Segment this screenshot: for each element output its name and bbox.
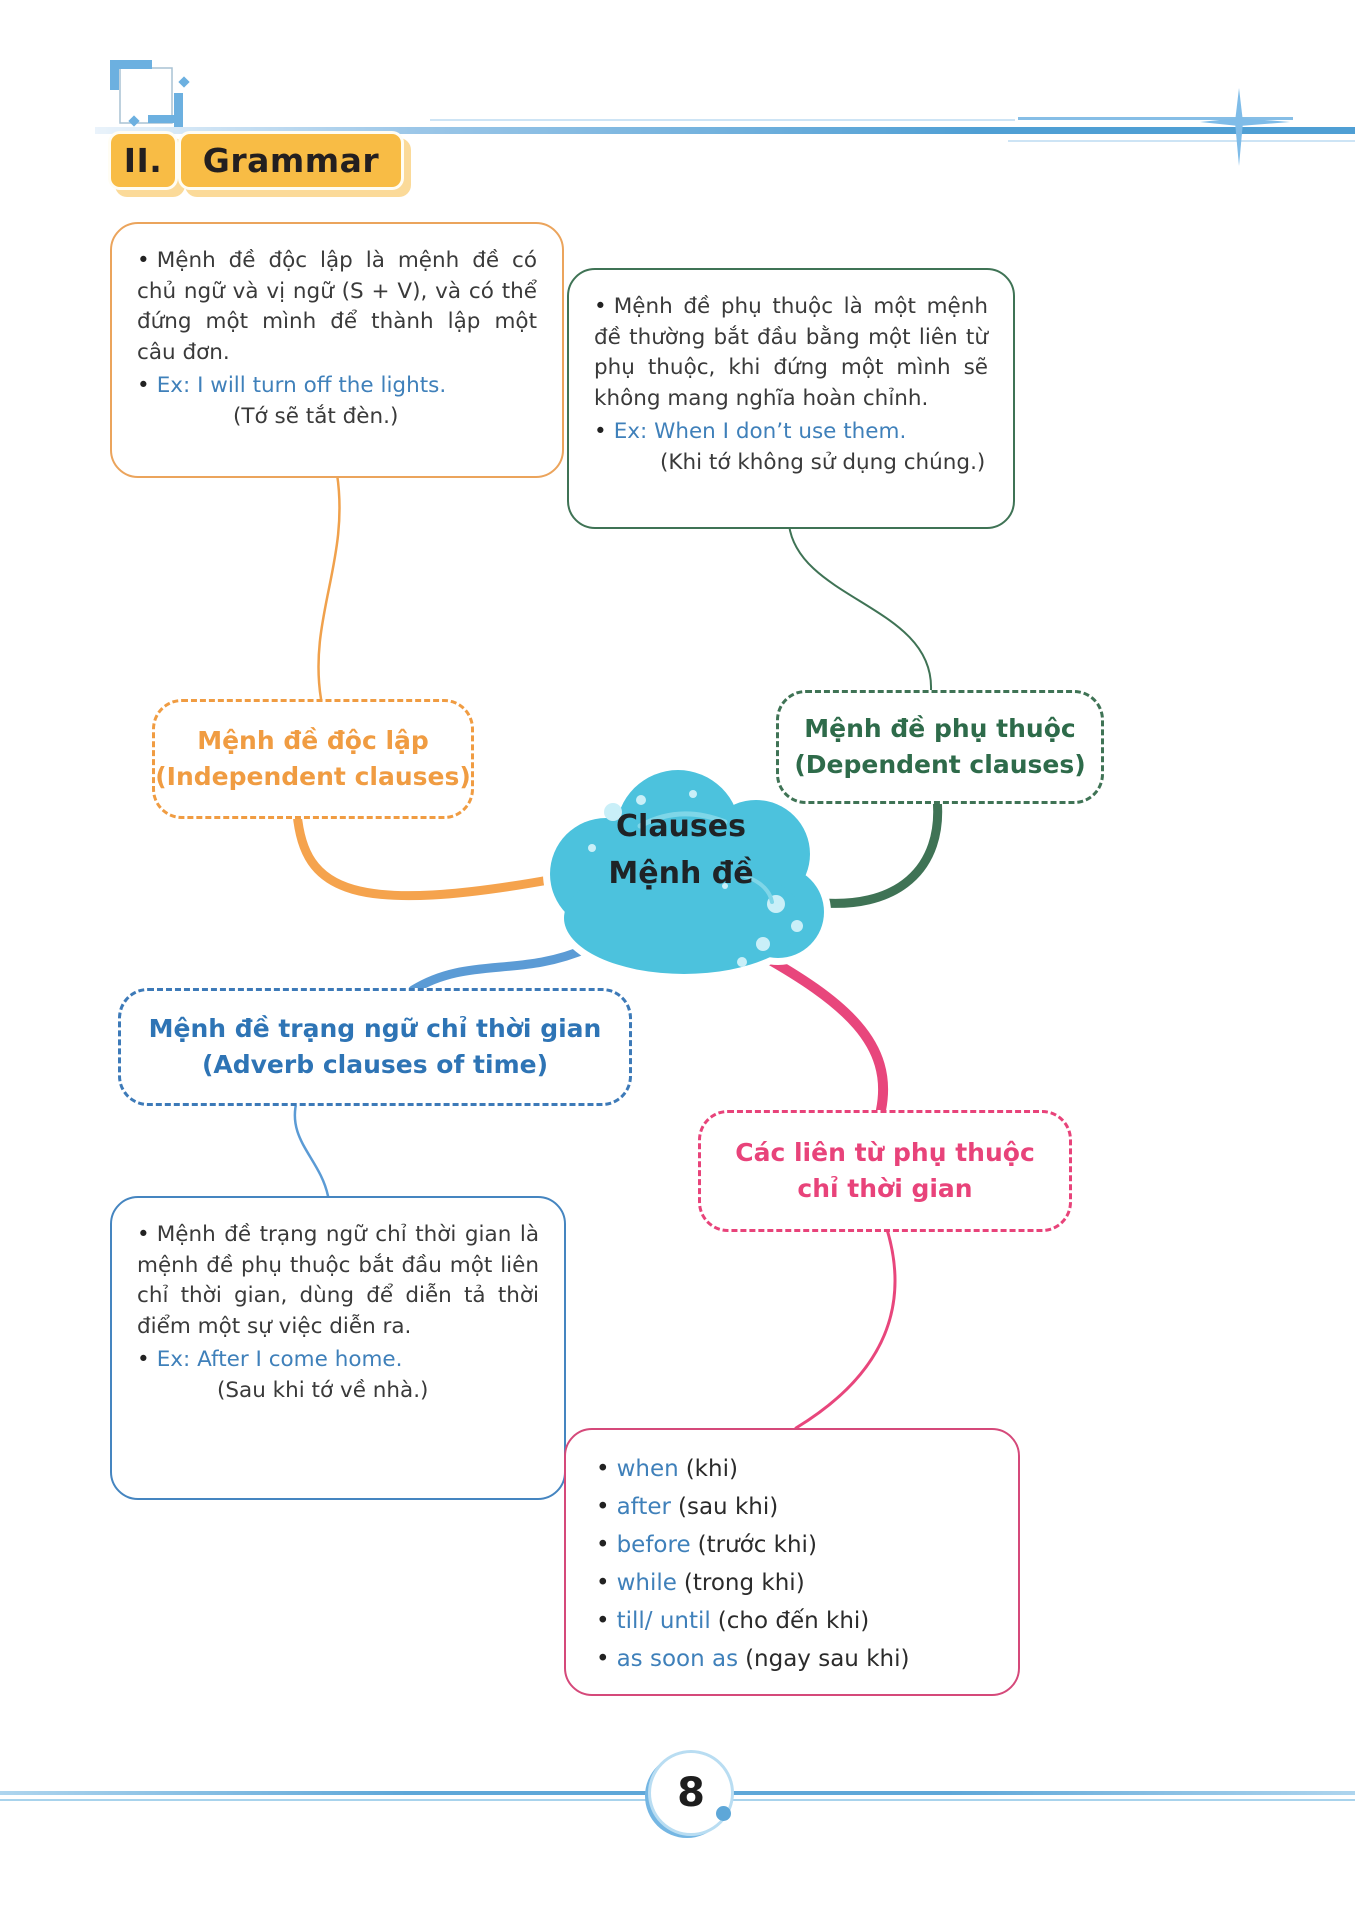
section-title-badge: [178, 131, 404, 190]
connector-orange-thin: [318, 474, 339, 699]
conjunction-word: before: [616, 1532, 691, 1558]
bullet: •: [137, 1222, 150, 1247]
bullet: •: [596, 1494, 610, 1520]
section-number-badge: [108, 131, 178, 190]
bullet: •: [596, 1532, 610, 1558]
definition-text: Mệnh đề phụ thuộc là một mệnh đề thường bắt đầu bằng một liên từ phụ thuộc, khi đứng một mình sẽ không mang nghĩa hoàn chỉnh.: [594, 294, 988, 412]
definition-line: [137, 1220, 539, 1343]
central-topic: [520, 804, 842, 897]
page-number: 8: [677, 1770, 705, 1816]
branch-label-en: (Adverb clauses of time): [201, 1050, 549, 1079]
translation-text: (Sau khi tớ về nhà.): [217, 1377, 429, 1403]
bullet: •: [596, 1646, 610, 1672]
branch-label-independent: [152, 699, 474, 819]
branch-label-en: (Dependent clauses): [794, 750, 1086, 779]
note-box-conjunctions: [564, 1428, 1020, 1696]
conjunction-word: till/ until: [616, 1608, 711, 1634]
conjunction-word: after: [616, 1494, 671, 1520]
branch-label-en: (Independent clauses): [155, 762, 471, 791]
connector-green-thin: [789, 525, 931, 690]
list-item: [596, 1640, 1018, 1678]
central-topic-subtitle: Mệnh đề: [608, 855, 754, 891]
list-item: [596, 1526, 1018, 1564]
example-text: Ex: I will turn off the lights.: [156, 372, 447, 398]
definition-text: Mệnh đề độc lập là mệnh đề có chủ ngữ và vị ngữ (S + V), và có thể đứng một mình để thành lập một câu đơn.: [137, 248, 537, 366]
bullet: •: [594, 418, 607, 444]
header-rule-thin: [430, 119, 1015, 121]
branch-label-vi: Mệnh đề trạng ngữ chỉ thời gian: [148, 1013, 602, 1043]
list-item: [596, 1450, 1018, 1488]
definition-line: [594, 292, 988, 415]
list-item: [596, 1564, 1018, 1602]
conjunction-word: when: [616, 1456, 679, 1482]
branch-label-vi: Mệnh đề độc lập: [197, 725, 429, 755]
footer-dot-icon: [716, 1806, 731, 1821]
sparkle-icon: [1180, 78, 1310, 178]
branch-label-line2: chỉ thời gian: [797, 1174, 973, 1203]
branch-label-adverb-time: [118, 988, 632, 1106]
branch-label-vi: Mệnh đề phụ thuộc: [804, 713, 1076, 743]
list-item: [596, 1488, 1018, 1526]
conjunction-word: as soon as: [616, 1646, 739, 1672]
list-item: [596, 1602, 1018, 1640]
translation-text: (Khi tớ không sử dụng chúng.): [660, 449, 986, 475]
conjunction-meaning: (cho đến khi): [717, 1608, 870, 1634]
connector-pink-thin: [796, 1226, 895, 1428]
bullet: •: [137, 372, 150, 398]
bullet: •: [596, 1608, 610, 1634]
branch-label-conjunctions: [698, 1110, 1072, 1232]
example-text: Ex: When I don’t use them.: [613, 418, 907, 444]
conjunction-meaning: (trong khi): [683, 1570, 805, 1596]
conjunction-meaning: (khi): [685, 1456, 738, 1482]
section-title: Grammar: [202, 141, 380, 180]
conjunction-meaning: (trước khi): [697, 1532, 817, 1558]
conjunction-meaning: (ngay sau khi): [745, 1646, 910, 1672]
example-text: Ex: After I come home.: [156, 1346, 403, 1372]
definition-text: Mệnh đề trạng ngữ chỉ thời gian là mệnh đề phụ thuộc bắt đầu một liên chỉ thời gian, dùng để diễn tả thời điểm một sự việc diễn ra.: [137, 1222, 539, 1340]
conjunction-list: [566, 1430, 1018, 1678]
page-number-badge: [648, 1750, 734, 1836]
bullet: •: [594, 294, 607, 319]
note-box-dependent: [567, 268, 1015, 529]
note-box-independent: [110, 222, 564, 478]
conjunction-meaning: (sau khi): [678, 1494, 779, 1520]
bullet: •: [596, 1456, 610, 1482]
example-line: [137, 1345, 539, 1376]
branch-label-line1: Các liên từ phụ thuộc: [735, 1137, 1035, 1167]
connector-blue-thin: [295, 1100, 328, 1196]
note-box-adverb-time: [110, 1196, 566, 1500]
example-line: [594, 417, 988, 448]
conjunction-word: while: [616, 1570, 677, 1596]
bullet: •: [596, 1570, 610, 1596]
translation-text: (Tớ sẽ tắt đèn.): [233, 403, 399, 429]
bullet: •: [137, 1346, 150, 1372]
example-line: [137, 371, 537, 402]
section-number: II.: [123, 141, 163, 180]
central-topic-title: Clauses: [616, 809, 746, 844]
bullet: •: [137, 248, 150, 273]
definition-line: [137, 246, 537, 369]
